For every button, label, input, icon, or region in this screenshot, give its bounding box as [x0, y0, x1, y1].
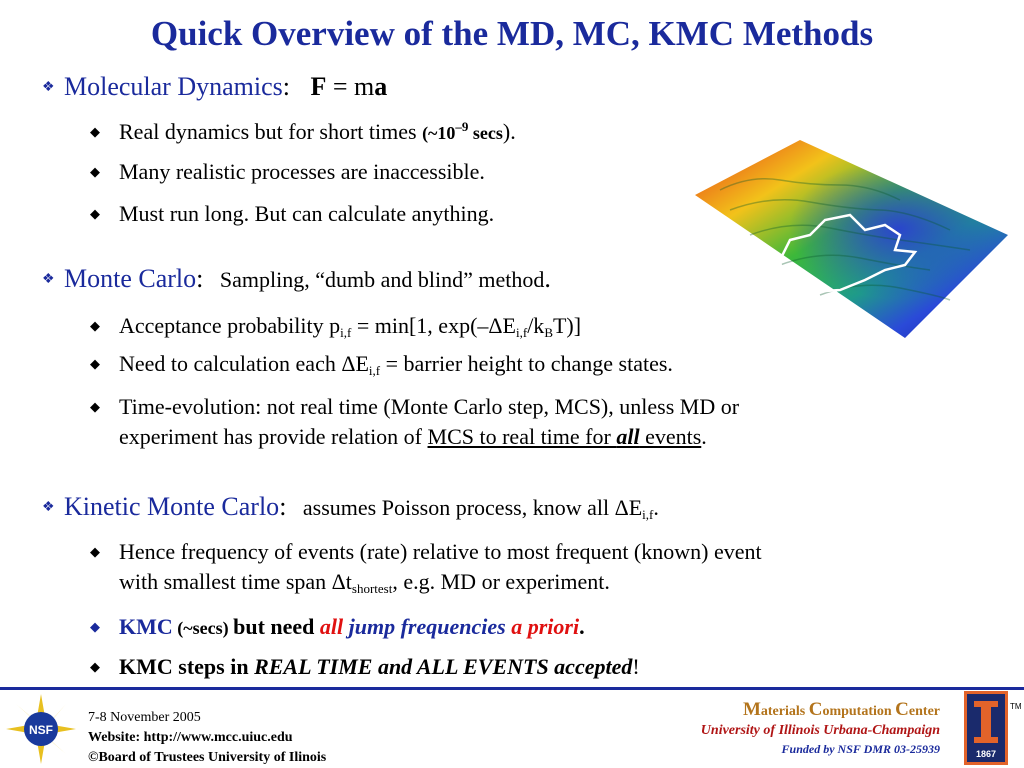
trademark: TM [1010, 702, 1022, 711]
illinois-logo-icon [964, 691, 1008, 765]
footer-divider [0, 687, 1024, 690]
university-name: University of Illinois Urbana-Champaign [700, 723, 940, 738]
sub-bullet-icon: ◆ [90, 164, 100, 179]
diamond-bullet-icon: ❖ [42, 500, 55, 515]
md-item-2: ◆ Many realistic processes are inaccessible. [90, 157, 970, 187]
website-link[interactable]: Website: http://www.mcc.uiuc.edu [88, 730, 293, 745]
sub-bullet-icon: ◆ [90, 399, 100, 414]
mc-item-1: ◆ Acceptance probability $p_{i,f} = \min[1$, $\exp(-\Delta E_{i,f}/k_BT)$] [90, 313, 582, 340]
sub-bullet-icon: ◆ [90, 544, 100, 559]
mcc-name: Materials Computation Center [742, 699, 940, 720]
diamond-bullet-icon: ❖ [42, 80, 55, 95]
nsf-logo-icon [4, 692, 78, 766]
mc-heading: ❖ Monte Carlo: Sampling, “dumb and blind” method. [42, 264, 551, 293]
mc-item-2: ◆ Need to calculation each $\Delta E_{i,f}$ = barrier height to change states. [90, 351, 673, 378]
sub-bullet-icon: ◆ [90, 356, 100, 371]
copyright: ©Board of Trustees University of Ilinois [88, 750, 327, 765]
slide-title: Quick Overview of the MD, MC, KMC Methods [150, 14, 874, 53]
mc-item-3: ◆ Time-evolution: not real time (Monte Carlo step, MCS), unless MD or experiment has provide relation of MCS to real time for all events. [90, 394, 740, 449]
md-equation: F = ma [310, 72, 388, 101]
sub-bullet-icon: ◆ [90, 124, 100, 139]
funding-note: Funded by NSF DMR 03-25939 [781, 742, 940, 756]
nsf-logo-text: NSF [29, 723, 53, 737]
energy-surface-image [690, 140, 1010, 340]
md-item-3: ◆ Must run long. But can calculate anything. [90, 199, 970, 229]
kmc-heading: ❖ Kinetic Monte Carlo: assumes Poisson process, know all $\Delta E_{i,f}$. [42, 492, 659, 522]
event-date: 7-8 November 2005 [88, 710, 201, 725]
footer-right [701, 700, 940, 759]
kmc-item-1: ◆ Hence frequency of events (rate) relative to most frequent (known) event with smallest time span $\Delta t_{shortest}$, e.g. MD or experiment. [90, 539, 762, 596]
footer-left [88, 708, 326, 768]
kmc-item-3: ◆ KMC steps in REAL TIME and ALL EVENTS accepted! [90, 652, 970, 682]
sub-bullet-icon: ◆ [90, 318, 100, 333]
sub-bullet-icon: ◆ [90, 659, 100, 674]
sub-bullet-icon: ◆ [90, 206, 100, 221]
md-item-1: ◆ Real dynamics but for short times ($\sim 10^{-9}$ secs). [90, 117, 970, 148]
md-heading: ❖ Molecular Dynamics: F = ma [42, 72, 388, 101]
kmc-item-2: ◆ KMC (~secs) but need all jump frequencies a priori. [90, 612, 970, 643]
md-head: Molecular Dynamics [64, 72, 283, 101]
sub-bullet-icon: ◆ [90, 619, 100, 634]
diamond-bullet-icon: ❖ [42, 272, 55, 287]
logo-year: 1867 [975, 749, 997, 759]
